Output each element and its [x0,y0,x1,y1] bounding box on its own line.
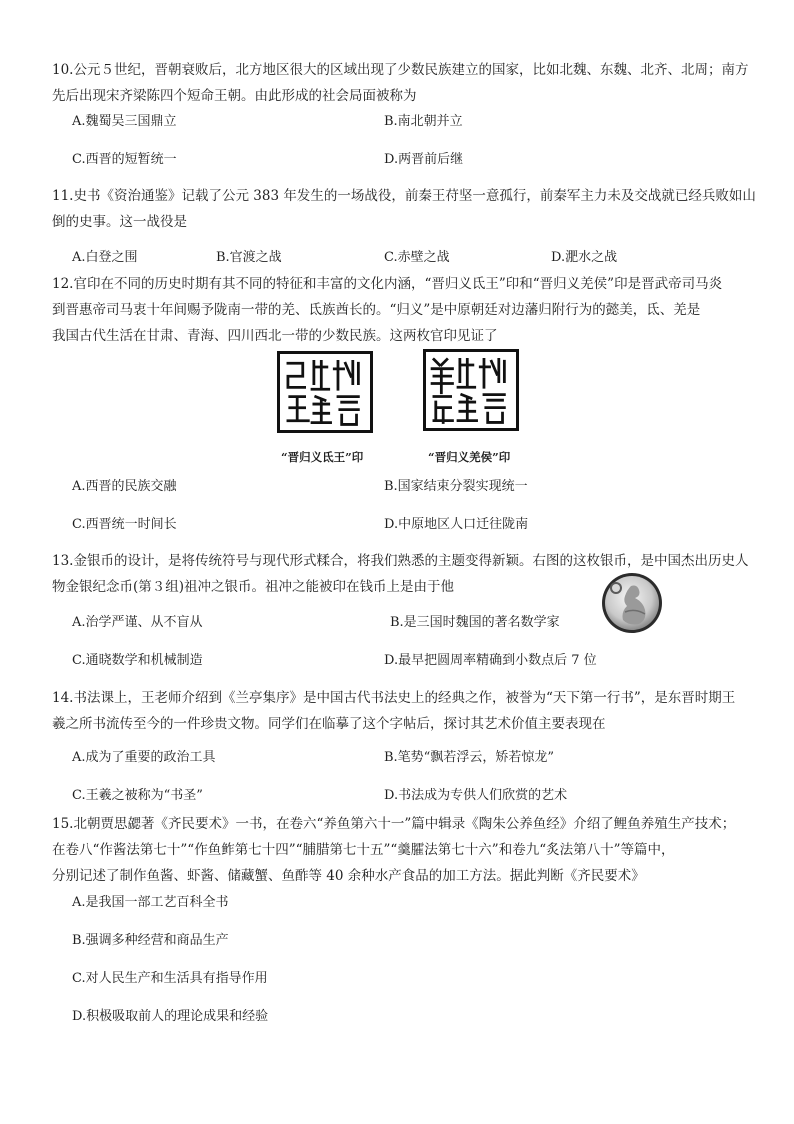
q11-option-c: C.赤壁之战 [384,250,450,265]
q15-option-b: B.强调多种经营和商品生产 [72,933,229,948]
q10-option-d: D.两晋前后继 [384,152,464,167]
q15-stem-line-2: 在卷八“作酱法第七十”“作鱼鲊第七十四”“脯腊第七十五”“羹臛法第七十六”和卷九“炙法第八十”等篇中， [52,842,675,858]
q13-option-d: D.最早把圆周率精确到小数点后 7 位 [384,653,597,668]
q10-option-a: A.魏蜀吴三国鼎立 [72,114,177,129]
q12-option-c: C.西晋统一时间长 [72,517,177,532]
q11-option-a: A.白登之围 [72,250,138,265]
seal-jin-guiyi-qiang-hou-image [423,349,519,431]
q10-option-c: C.西晋的短暂统一 [72,152,177,167]
q12-stem-line-3: 我国古代生活在甘肃、青海、四川西北一带的少数民族。这两枚官印见证了 [52,328,498,344]
q10-stem-line-1: 10.公元５世纪，晋朝衰败后，北方地区很大的区域出现了少数民族建立的国家，比如北魏、东魏、北齐、北周；南方 [52,62,749,78]
q13-option-b: B.是三国时魏国的著名数学家 [390,615,560,630]
seal-qiang-hou-caption: “晋归义羌侯”印 [428,450,511,464]
q14-option-b: B.笔势“飘若浮云，矫若惊龙” [384,750,554,765]
q14-option-c: C.王羲之被称为“书圣” [72,788,203,803]
q12-option-a: A.西晋的民族交融 [72,479,177,494]
q15-option-a: A.是我国一部工艺百科全书 [72,895,229,910]
q10-option-b: B.南北朝并立 [384,114,463,129]
seal-qiang-hou-glyphs-icon [426,352,516,428]
zu-chongzhi-silver-coin-image [601,572,663,634]
q11-option-b: B.官渡之战 [216,250,282,265]
q13-stem-line-2: 物金银纪念币(第３组)祖冲之银币。祖冲之能被印在钱币上是由于他 [52,579,455,595]
q13-option-a: A.治学严谨、从不盲从 [72,615,203,630]
q11-stem-line-2: 倒的史事。这一战役是 [52,214,187,230]
q13-option-c: C.通晓数学和机械制造 [72,653,203,668]
q12-stem-line-2: 到晋惠帝司马衷十年间赐予陇南一带的羌、氐族酋长的。“归义”是中原朝廷对边藩归附行为的懿美，氐、羌是 [52,302,701,318]
q11-option-d: D.淝水之战 [551,250,618,265]
q14-option-a: A.成为了重要的政治工具 [72,750,216,765]
q12-stem-line-1: 12.官印在不同的历史时期有其不同的特征和丰富的文化内涵，“晋归义氐王”印和“晋归义羌侯”印是晋武帝司马炎 [52,276,723,292]
seal-di-wang-glyphs-icon [280,354,370,430]
q15-option-d: D.积极吸取前人的理论成果和经验 [72,1009,269,1024]
q12-option-b: B.国家结束分裂实现统一 [384,479,528,494]
q10-stem-line-2: 先后出现宋齐梁陈四个短命王朝。由此形成的社会局面被称为 [52,88,417,104]
q13-stem-line-1: 13.金银币的设计，是将传统符号与现代形式糅合，将我们熟悉的主题变得新颖。右图的这枚银币，是中国杰出历史人 [52,553,749,569]
q15-stem-line-3: 分别记述了制作鱼酱、虾酱、储藏蟹、鱼酢等 40 余种水产食品的加工方法。据此判断《齐民要术》 [52,868,645,884]
q14-stem-line-2: 羲之所书流传至今的一件珍贵文物。同学们在临摹了这个字帖后，探讨其艺术价值主要表现在 [52,716,606,732]
q15-option-c: C.对人民生产和生活具有指导作用 [72,971,268,986]
q14-option-d: D.书法成为专供人们欣赏的艺术 [384,788,568,803]
silver-coin-icon [601,572,663,634]
seal-jin-guiyi-di-wang-image [277,351,373,433]
q11-stem-line-1: 11.史书《资治通鉴》记载了公元 383 年发生的一场战役，前秦王苻坚一意孤行，前秦军主力未及交战就已经兵败如山 [52,188,756,204]
seal-di-wang-caption: “晋归义氐王”印 [281,450,364,464]
q15-stem-line-1: 15.北朝贾思勰著《齐民要术》一书，在卷六“养鱼第六十一”篇中辑录《陶朱公养鱼经》介绍了鲤鱼养殖生产技术； [52,816,736,832]
q12-option-d: D.中原地区人口迁往陇南 [384,517,529,532]
q14-stem-line-1: 14.书法课上，王老师介绍到《兰亭集序》是中国古代书法史上的经典之作，被誉为“天下第一行书”，是东晋时期王 [52,690,736,706]
